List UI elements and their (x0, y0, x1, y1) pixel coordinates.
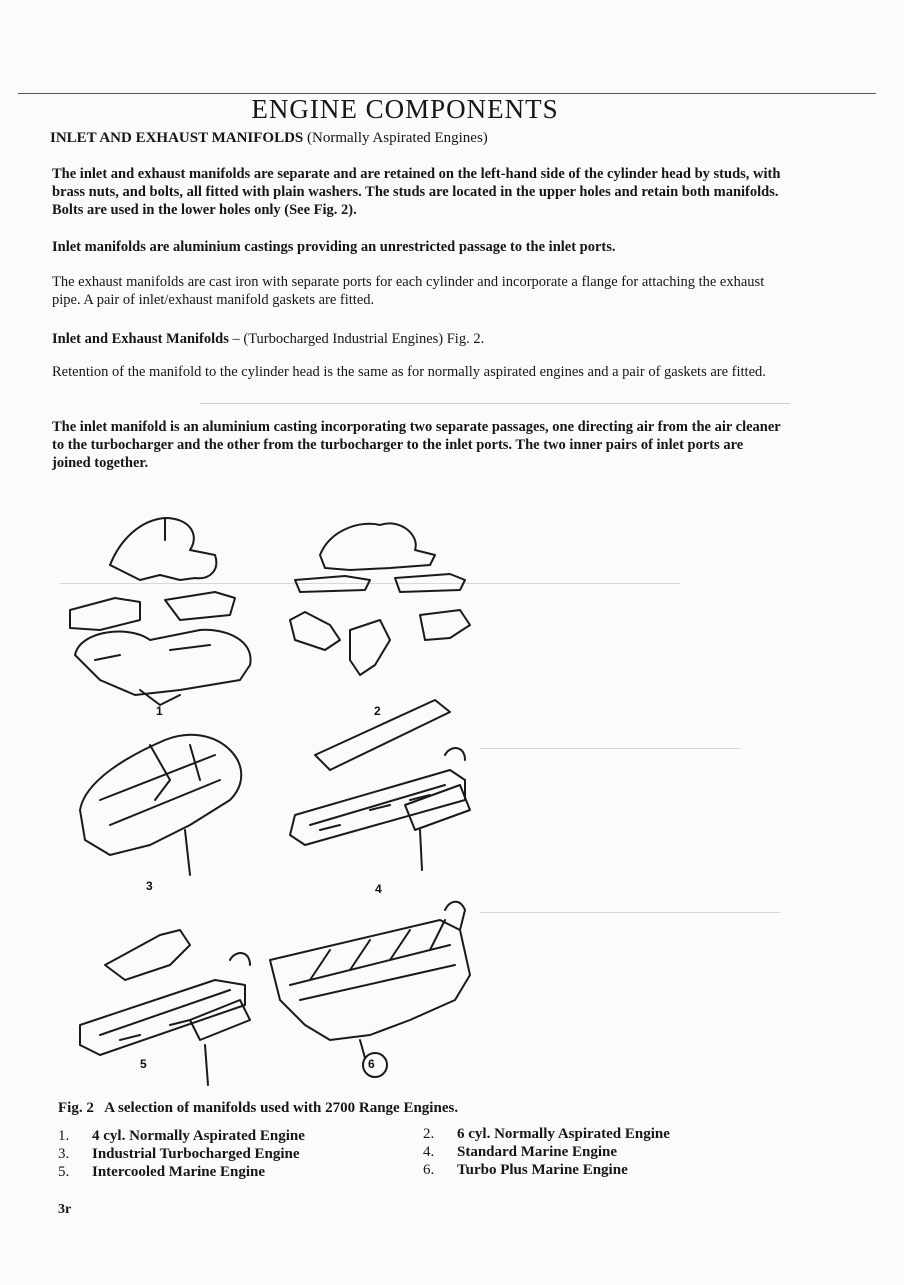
legend-item-4 (423, 1144, 617, 1161)
legend-item-6 (423, 1162, 628, 1179)
page-number: 3r (58, 1202, 72, 1217)
legend-text: Intercooled Marine Engine (92, 1164, 266, 1180)
section-heading-bold: INLET AND EXHAUST MANIFOLDS (50, 130, 304, 146)
manifold-drawing-4 (290, 700, 470, 870)
figure-number-1: 1 (156, 704, 163, 718)
legend-text: Standard Marine Engine (457, 1144, 618, 1160)
legend-text: Turbo Plus Marine Engine (457, 1162, 628, 1178)
subsection-heading-normal: – (Turbocharged Industrial Engines) Fig. 2. (228, 331, 485, 347)
scan-line (200, 403, 790, 404)
legend-text: 4 cyl. Normally Aspirated Engine (92, 1128, 305, 1144)
figure-caption-label: Fig. 2 (58, 1100, 94, 1116)
legend-number: 1. (58, 1128, 70, 1144)
subsection-heading (52, 330, 782, 348)
paragraph-3: The exhaust manifolds are cast iron with separate ports for each cylinder and incorporate a flange for attaching the exhaust pipe. A pair of inlet/exhaust manifold gaskets are fitted. (52, 274, 765, 308)
scan-line (480, 912, 780, 913)
paragraph-1: The inlet and exhaust manifolds are separate and are retained on the left-hand side of the cylinder head by studs, with brass nuts, and bolts, all fitted with plain washers. The studs are located in the upper holes and retain both manifolds. Bolts are used in the lower holes only (See Fig. 2). (52, 166, 781, 218)
legend-number: 5. (58, 1164, 70, 1180)
legend-number: 3. (58, 1146, 70, 1162)
legend-item-3 (58, 1146, 300, 1163)
legend-item-5 (58, 1164, 265, 1181)
legend-item-2 (423, 1126, 670, 1143)
figure-number-3: 3 (146, 879, 153, 893)
legend-number: 4. (423, 1144, 435, 1160)
manifold-figure (40, 480, 500, 1090)
scan-line (480, 748, 740, 749)
paragraph-4: Retention of the manifold to the cylinder head is the same as for normally aspirated engines and a pair of gaskets are fitted. (52, 364, 766, 380)
figure-number-6: 6 (368, 1057, 375, 1071)
figure-caption-text: A selection of manifolds used with 2700 Range Engines. (104, 1100, 459, 1116)
section-heading-normal: (Normally Aspirated Engines) (307, 130, 488, 146)
legend-number: 2. (423, 1126, 435, 1142)
manifold-illustrations (40, 480, 500, 1090)
paragraph-5: The inlet manifold is an aluminium casting incorporating two separate passages, one directing air from the air cleaner to the turbocharger and the other from the turbocharger to the inlet ports. The two inner pairs of inlet ports are joined together. (52, 419, 781, 471)
manifold-drawing-6 (270, 902, 470, 1077)
figure-number-4: 4 (375, 882, 382, 896)
figure-number-5: 5 (140, 1057, 147, 1071)
figure-number-2: 2 (374, 704, 381, 718)
subsection-heading-bold: Inlet and Exhaust Manifolds (52, 331, 229, 347)
figure-caption (58, 1100, 458, 1117)
legend-item-1 (58, 1128, 305, 1145)
page-title: ENGINE COMPONENTS (251, 94, 559, 124)
manifold-drawing-5 (80, 930, 250, 1085)
legend-text: 6 cyl. Normally Aspirated Engine (457, 1126, 670, 1142)
paragraph-2: Inlet manifolds are aluminium castings providing an unrestricted passage to the inlet ports. (52, 239, 616, 255)
manifold-drawing-3 (80, 735, 241, 875)
manifold-drawing-1 (70, 518, 251, 705)
section-heading (50, 130, 488, 147)
manifold-drawing-2 (290, 523, 470, 675)
legend-number: 6. (423, 1162, 435, 1178)
legend-text: Industrial Turbocharged Engine (92, 1146, 300, 1162)
